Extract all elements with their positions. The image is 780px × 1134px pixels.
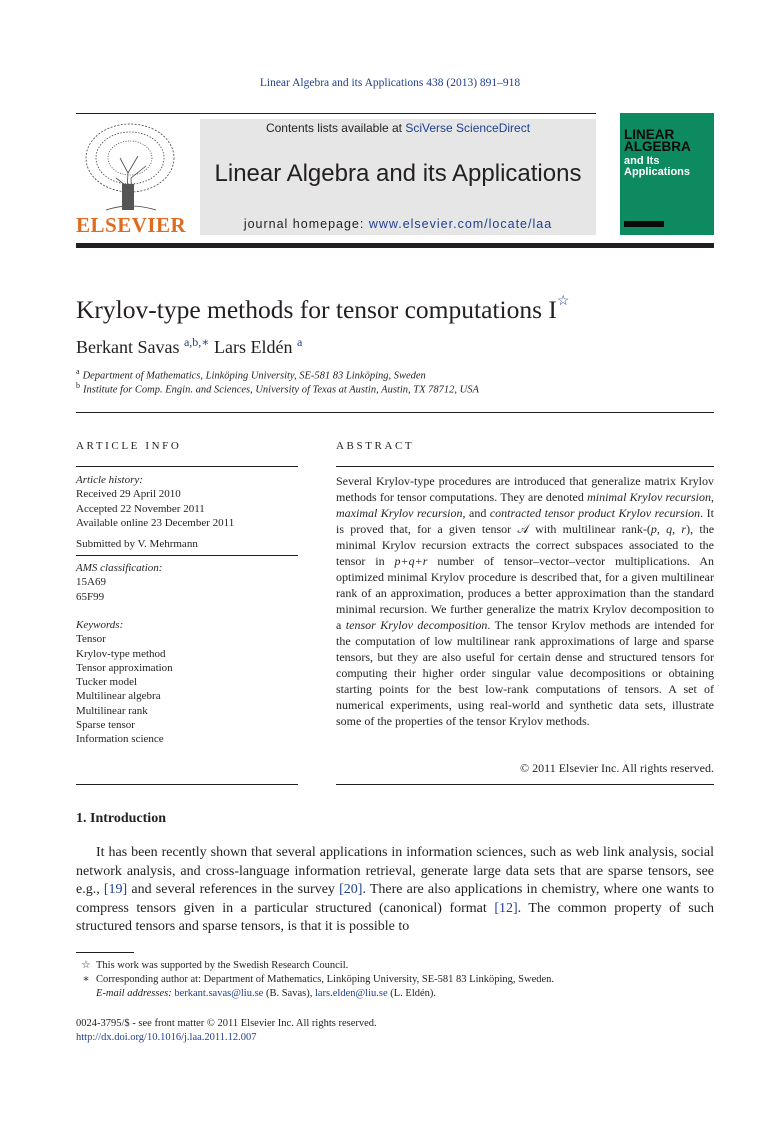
keyword-item: Multilinear rank (76, 704, 148, 717)
article-history (76, 473, 298, 530)
keyword-item: Tucker model (76, 676, 138, 689)
citation-19[interactable]: [19] (103, 882, 128, 897)
info-rule (76, 555, 298, 556)
keyword-item: Krylov-type method (76, 647, 166, 660)
issn-line: 0024-3795/$ - see front matter © 2011 Elsevier Inc. All rights reserved. (76, 1018, 377, 1029)
contents-prefix: Contents lists available at (265, 121, 406, 135)
history-label: Article history: (76, 474, 143, 486)
ams-label: AMS classification: (76, 562, 163, 574)
elsevier-wordmark: ELSEVIER (76, 213, 187, 237)
section-rule (76, 412, 714, 413)
keyword-item: Tensor approximation (76, 661, 173, 674)
author-savas: Berkant Savas (76, 337, 180, 357)
intro-heading: 1. Introduction (76, 811, 166, 826)
ams-code: 15A69 (76, 576, 106, 589)
journal-homepage-link[interactable]: www.elsevier.com/locate/laa (368, 217, 553, 231)
email-savas-link[interactable]: berkant.savas@liu.se (174, 988, 264, 999)
info-rule (76, 784, 298, 785)
affiliation-a-text: Department of Mathematics, Linköping University, SE-581 83 Linköping, Sweden (82, 370, 426, 382)
footnote-emails: E-mail addresses: berkant.savas@liu.se (B. Savas), lars.elden@liu.se (L. Eldén). (96, 988, 437, 999)
author-savas-affil-marks[interactable]: a,b,∗ (183, 335, 210, 349)
citation-12[interactable]: [12] (494, 900, 518, 916)
tensor-symbol: 𝒜 (517, 522, 529, 536)
ams-code: 65F99 (76, 590, 105, 603)
abstract-heading: ABSTRACT (336, 440, 415, 452)
doi-link[interactable]: http://dx.doi.org/10.1016/j.laa.2011.12.007 (76, 1032, 257, 1043)
journal-reference-link[interactable]: Linear Algebra and its Applications 438 (2013) 891–918 (259, 77, 521, 89)
footnote-rule (76, 952, 134, 953)
title-footnote-marker[interactable]: ☆ (556, 293, 570, 309)
keyword-item: Tensor (76, 633, 106, 646)
homepage-prefix: journal homepage: (243, 217, 369, 231)
sciencedirect-link[interactable]: SciVerse ScienceDirect (405, 121, 531, 135)
accepted-date: Accepted 22 November 2011 (76, 502, 205, 515)
abstract-rule (336, 784, 714, 785)
keyword-item: Sparse tensor (76, 719, 135, 732)
ams-classification (76, 561, 298, 604)
footnote-corresponding: ∗ Corresponding author at: Department of Mathematics, Linköping University, SE-581 83 Linköping, Sweden. (76, 973, 554, 987)
cover-publisher-bar (624, 221, 664, 227)
homepage-line (200, 217, 596, 231)
paper-title-text: Krylov-type methods for tensor computations I (76, 295, 557, 324)
journal-title: Linear Algebra and its Applications (214, 160, 582, 187)
author-list (76, 335, 302, 358)
cover-subtitle: and Its Applications (624, 155, 691, 178)
paper-title (76, 295, 569, 325)
email-elden-link[interactable]: lars.elden@liu.se (314, 988, 388, 999)
keywords-label: Keywords: (76, 619, 124, 631)
keyword-item: Multilinear algebra (76, 690, 161, 703)
submitted-by: Submitted by V. Mehrmann (76, 538, 198, 550)
footnote-marker: ☆ (81, 960, 91, 971)
online-date: Available online 23 December 2011 (76, 516, 235, 529)
header-rule (76, 113, 596, 114)
author-elden: Lars Eldén (213, 337, 293, 357)
affiliation-b (76, 381, 479, 396)
info-rule (76, 466, 298, 467)
header-thick-rule (76, 243, 714, 248)
affiliation-a-marker: a (76, 367, 80, 376)
footnote-marker: ∗ (82, 974, 90, 985)
affiliation-a (76, 367, 426, 382)
cover-title: LINEAR ALGEBRA (624, 127, 691, 154)
abstract-rule (336, 466, 714, 467)
abstract-body (336, 473, 714, 729)
article-info-heading: ARTICLE INFO (76, 440, 182, 452)
abstract-copyright: © 2011 Elsevier Inc. All rights reserved. (520, 761, 714, 775)
affiliation-b-text: Institute for Comp. Engin. and Sciences, University of Texas at Austin, Austin, TX 78712, USA (83, 384, 479, 396)
contents-line (200, 121, 596, 135)
author-elden-affil-marks[interactable]: a (296, 335, 303, 349)
keywords (76, 618, 298, 747)
citation-20[interactable]: [20] (339, 882, 363, 897)
intro-paragraph: It has been recently shown that several applications in information sciences, such as web link analysis, social network analysis, and cross-language information retrieval, generate large data sets that are sparse tensors, see e.g., [19] and several references in the survey [20]. There are also applications in chemistry, where one wants to compress tensors given in a particular structured (canonical) format [12]. The common property of such structured tensors and sparse tensors, is that it is possible to (76, 845, 714, 934)
affiliation-b-marker: b (76, 381, 80, 390)
abstract-paragraph: Several Krylov-type procedures are introduced that generalize matrix Krylov methods for tensor computations. They are denoted minimal Krylov recursion, maximal Krylov recursion, and contracted tensor product Krylov recursion. It is proved that, for a given tensor 𝒜 with multilinear rank-(p, q, r), the minimal Krylov recursion extracts the correct subspaces associated to the tensor in p+q+r number of tensor–vector–vector multiplications. An optimized minimal Krylov procedure is described that, for a given multilinear rank of an approximation, produces a better approximation than the standard minimal recursion. We further generalize the matrix Krylov decomposition to a tensor Krylov decomposition. The tensor Krylov methods are intended for the computation of low multilinear rank approximations of large and sparse tensors, but they are also useful for certain dense and structured tensors for computing their higher order singular value decompositions or obtaining starting points for the best low-rank computations of tensors. A set of numerical experiments, using real-world and synthetic data sets, illustrate some of the properties of the tensor Krylov methods. (336, 474, 715, 728)
received-date: Received 29 April 2010 (76, 488, 181, 501)
keyword-item: Information science (76, 733, 164, 746)
footnote-funding: ☆ This work was supported by the Swedish Research Council. (76, 959, 348, 973)
